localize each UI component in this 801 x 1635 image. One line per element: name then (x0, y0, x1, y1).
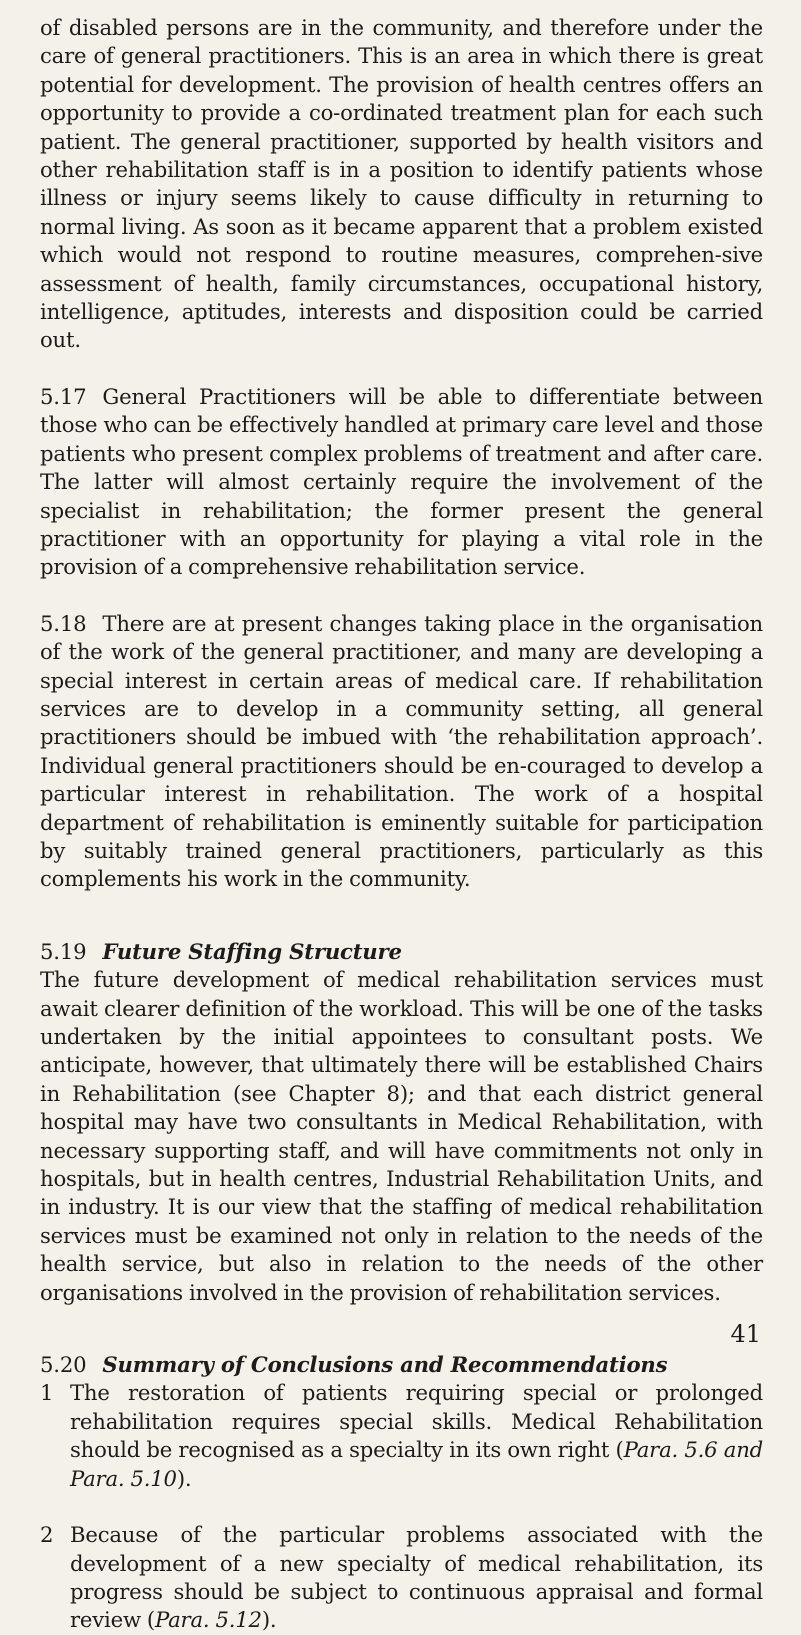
list-item-text (70, 1379, 763, 1493)
section-number: 5.18 (40, 610, 87, 636)
list-item (40, 1379, 763, 1493)
section-number: 5.19 (40, 938, 87, 964)
page-number: 41 (730, 1320, 761, 1348)
list-item-body: Because of the particular problems associated with the development of a new specialty of medical rehabilitation, its progress should be subject to continuous appraisal and formal review ( (70, 1522, 763, 1633)
recommendations-list (40, 1379, 763, 1634)
section-text: General Practitioners will be able to differentiate between those who can be effectively handled at primary care level and those patients who present complex problems of treatment and after care. The latter will almost certainly require the involvement of the specialist in rehabilitation; the former present the general practitioner with an opportunity for playing a vital role in the provision of a comprehensive rehabilitation service. (40, 383, 763, 580)
intro-paragraph: of disabled persons are in the community, and therefore under the care of general practitioners. This is an area in which there is great potential for development. The provision of health centres offers an opportunity to provide a co-ordinated treatment plan for each such patient. The general practitioner, supported by health visitors and other rehabilitation staff is in a position to identify patients whose illness or injury seems likely to cause difficulty in returning to normal living. As soon as it became apparent that a problem existed which would not respond to routine measures, comprehen-sive assessment of health, family circumstances, occupational history, intelligence, aptitudes, interests and disposition could be carried out. (40, 15, 763, 353)
section-title: Summary of Conclusions and Recommendations (102, 1352, 668, 1378)
list-item-body: The restoration of patients requiring special or prolonged rehabilitation requires special skills. Medical Rehabilitation should be recognised as a specialty in its own right ( (70, 1380, 763, 1463)
paragraph-reference: Para. 5.6 and Para. 5.10 (70, 1437, 763, 1491)
section-text: There are at present changes taking place in the organisation of the work of the general practitioner, and many are developing a special interest in certain areas of medical care. If rehabilitation services are to develop in a community setting, all general practitioners should be imbued with ‘the rehabilitation approach’. Individual general practitioners should be en-couraged to develop a particular interest in rehabilitation. The work of a hospital department of rehabilitation is eminently suitable for participation by suitably trained general practitioners, particularly as this complements his work in the community. (40, 610, 763, 892)
list-item-number: 2 (40, 1522, 54, 1548)
section-title: Future Staffing Structure (102, 938, 402, 964)
list-item-text (70, 1521, 763, 1635)
list-item-number: 1 (40, 1380, 54, 1406)
section-5-19-text: The future development of medical rehabilitation services must await clearer definition of the workload. This will be one of the tasks undertaken by the initial appointees to consultant posts. We anticipate, however, that ultimately there will be established Chairs in Rehabilitation (see Chapter 8); and that each district general hospital may have two consultants in Medical Rehabilitation, with necessary supporting staff, and will have commitments not only in hospitals, but in health centres, Industrial Rehabilitation Units, and in industry. It is our view that the staffing of medical rehabilitation services must be examined not only in relation to the needs of the health service, but also in relation to the needs of the other organisations involved in the provision of rehabilitation services. (40, 967, 763, 1305)
section-5-20-heading (40, 1351, 763, 1379)
section-5-19-heading (40, 938, 763, 966)
section-number: 5.17 (40, 383, 87, 409)
section-5-17 (40, 383, 763, 582)
list-item (40, 1521, 763, 1635)
section-number: 5.20 (40, 1352, 87, 1378)
list-item-end: ). (176, 1465, 192, 1491)
paragraph-reference: Para. 5.12 (155, 1607, 262, 1633)
list-item-end: ). (261, 1607, 277, 1633)
section-5-18 (40, 610, 763, 894)
